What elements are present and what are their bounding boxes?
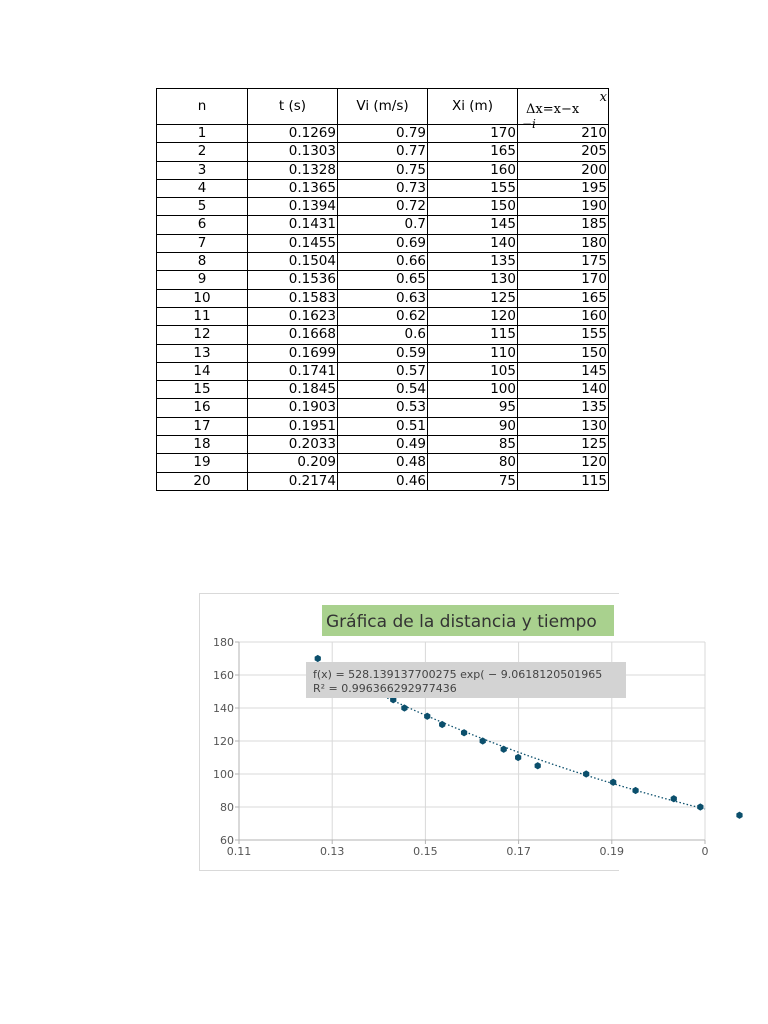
cell-vi: 0.75 — [338, 161, 428, 179]
data-point — [480, 737, 486, 744]
cell-t: 0.1269 — [248, 125, 338, 143]
cell-xi: 120 — [428, 307, 518, 325]
chart-annotation-group — [306, 662, 626, 698]
cell-n: 8 — [157, 253, 248, 271]
cell-vi: 0.72 — [338, 198, 428, 216]
cell-n: 7 — [157, 234, 248, 252]
x-tick-label: 0.15 — [413, 845, 438, 858]
cell-xi: 85 — [428, 436, 518, 454]
y-tick-label: 120 — [213, 735, 234, 748]
cell-t: 0.1328 — [248, 161, 338, 179]
data-point — [697, 803, 703, 810]
data-point — [439, 721, 445, 728]
header-vi: Vi (m/s) — [338, 89, 428, 125]
cell-vi: 0.57 — [338, 362, 428, 380]
x-tick-label: 0 — [701, 845, 709, 858]
table-row — [157, 436, 609, 454]
cell-xi: 95 — [428, 399, 518, 417]
cell-xi: 160 — [428, 161, 518, 179]
cell-delta-x: 170 — [518, 271, 609, 289]
table-row — [157, 253, 609, 271]
cell-n: 17 — [157, 417, 248, 435]
cell-vi: 0.66 — [338, 253, 428, 271]
y-tick-label: 80 — [220, 801, 234, 814]
cell-t: 0.2033 — [248, 436, 338, 454]
cell-vi: 0.54 — [338, 381, 428, 399]
data-point — [535, 762, 541, 769]
cell-t: 0.1951 — [248, 417, 338, 435]
cell-n: 14 — [157, 362, 248, 380]
table-row — [157, 198, 609, 216]
distance-time-chart — [200, 594, 709, 870]
data-point — [515, 754, 521, 761]
cell-vi: 0.48 — [338, 454, 428, 472]
header-delta-subscript: −i — [522, 117, 536, 131]
cell-delta-x: 200 — [518, 161, 609, 179]
data-point — [501, 746, 507, 753]
cell-t: 0.1504 — [248, 253, 338, 271]
y-tick-label: 100 — [213, 768, 234, 781]
cell-xi: 80 — [428, 454, 518, 472]
data-point — [315, 655, 321, 662]
cell-t: 0.1623 — [248, 307, 338, 325]
trendline-equation: f(x) = 528.139137700275 exp( − 9.0618120501965 — [313, 668, 603, 681]
cell-n: 16 — [157, 399, 248, 417]
table-row — [157, 344, 609, 362]
table-body — [157, 125, 609, 491]
cell-vi: 0.53 — [338, 399, 428, 417]
table-row — [157, 417, 609, 435]
cell-xi: 145 — [428, 216, 518, 234]
cell-xi: 110 — [428, 344, 518, 362]
cell-xi: 130 — [428, 271, 518, 289]
header-delta-superscript: x — [599, 90, 607, 105]
cell-xi: 135 — [428, 253, 518, 271]
cell-xi: 105 — [428, 362, 518, 380]
cell-t: 0.1583 — [248, 289, 338, 307]
cell-xi: 90 — [428, 417, 518, 435]
header-delta-x — [518, 89, 609, 131]
cell-delta-x: 210 — [518, 125, 609, 143]
cell-delta-x: 140 — [518, 381, 609, 399]
cell-t: 0.1536 — [248, 271, 338, 289]
data-point — [401, 704, 407, 711]
cell-xi: 125 — [428, 289, 518, 307]
cell-n: 3 — [157, 161, 248, 179]
cell-vi: 0.59 — [338, 344, 428, 362]
table-row — [157, 125, 609, 143]
cell-xi: 115 — [428, 326, 518, 344]
table-row — [157, 234, 609, 252]
x-tick-label: 0.19 — [599, 845, 625, 858]
cell-n: 2 — [157, 143, 248, 161]
cell-xi: 140 — [428, 234, 518, 252]
table-row — [157, 472, 609, 490]
cell-n: 18 — [157, 436, 248, 454]
cell-n: 6 — [157, 216, 248, 234]
cell-vi: 0.6 — [338, 326, 428, 344]
table-row — [157, 381, 609, 399]
cell-t: 0.1303 — [248, 143, 338, 161]
cell-vi: 0.7 — [338, 216, 428, 234]
cell-delta-x: 195 — [518, 179, 609, 197]
cell-delta-x: 145 — [518, 362, 609, 380]
cell-vi: 0.77 — [338, 143, 428, 161]
table-row — [157, 161, 609, 179]
cell-t: 0.1845 — [248, 381, 338, 399]
x-tick-label: 0.11 — [226, 845, 252, 858]
y-tick-label: 60 — [220, 834, 234, 847]
cell-t: 0.1455 — [248, 234, 338, 252]
cell-delta-x: 150 — [518, 344, 609, 362]
data-point — [736, 812, 742, 819]
header-delta-formula: Δx=x−x — [526, 102, 580, 117]
cell-delta-x: 180 — [518, 234, 609, 252]
cell-n: 15 — [157, 381, 248, 399]
x-tick-label: 0.13 — [319, 845, 345, 858]
chart-title-group — [322, 605, 614, 636]
cell-vi: 0.49 — [338, 436, 428, 454]
cell-xi: 170 — [428, 125, 518, 143]
data-point — [583, 770, 589, 777]
cell-delta-x: 165 — [518, 289, 609, 307]
cell-delta-x: 175 — [518, 253, 609, 271]
cell-vi: 0.63 — [338, 289, 428, 307]
cell-t: 0.1903 — [248, 399, 338, 417]
cell-n: 11 — [157, 307, 248, 325]
table-row — [157, 271, 609, 289]
cell-delta-x: 130 — [518, 417, 609, 435]
cell-t: 0.1431 — [248, 216, 338, 234]
cell-xi: 165 — [428, 143, 518, 161]
cell-vi: 0.79 — [338, 125, 428, 143]
cell-xi: 75 — [428, 472, 518, 490]
cell-vi: 0.51 — [338, 417, 428, 435]
header-n: n — [157, 89, 248, 125]
cell-t: 0.209 — [248, 454, 338, 472]
cell-delta-x: 125 — [518, 436, 609, 454]
cell-delta-x: 185 — [518, 216, 609, 234]
table-row — [157, 454, 609, 472]
data-point — [632, 787, 638, 794]
cell-xi: 150 — [428, 198, 518, 216]
cell-n: 20 — [157, 472, 248, 490]
cell-t: 0.1741 — [248, 362, 338, 380]
cell-t: 0.1668 — [248, 326, 338, 344]
cell-xi: 100 — [428, 381, 518, 399]
cell-vi: 0.73 — [338, 179, 428, 197]
cell-n: 10 — [157, 289, 248, 307]
table-row — [157, 289, 609, 307]
y-tick-label: 180 — [213, 636, 234, 649]
cell-vi: 0.62 — [338, 307, 428, 325]
cell-t: 0.1365 — [248, 179, 338, 197]
cell-n: 19 — [157, 454, 248, 472]
cell-delta-x: 155 — [518, 326, 609, 344]
cell-n: 13 — [157, 344, 248, 362]
y-tick-label: 160 — [213, 669, 234, 682]
cell-delta-x: 205 — [518, 143, 609, 161]
cell-n: 4 — [157, 179, 248, 197]
cell-n: 1 — [157, 125, 248, 143]
trendline-r-squared: R² = 0.996366292977436 — [313, 682, 457, 695]
header-xi: Xi (m) — [428, 89, 518, 125]
cell-delta-x: 190 — [518, 198, 609, 216]
table-row — [157, 399, 609, 417]
chart-title: Gráfica de la distancia y tiempo — [326, 612, 597, 632]
table-row — [157, 179, 609, 197]
cell-vi: 0.46 — [338, 472, 428, 490]
cell-t: 0.1699 — [248, 344, 338, 362]
header-t: t (s) — [248, 89, 338, 125]
cell-delta-x: 160 — [518, 307, 609, 325]
cell-t: 0.2174 — [248, 472, 338, 490]
table-row — [157, 307, 609, 325]
cell-vi: 0.65 — [338, 271, 428, 289]
cell-delta-x: 120 — [518, 454, 609, 472]
table-row — [157, 216, 609, 234]
y-tick-label: 140 — [213, 702, 234, 715]
cell-delta-x: 115 — [518, 472, 609, 490]
cell-delta-x: 135 — [518, 399, 609, 417]
table-header-row — [157, 89, 609, 125]
chart-frame — [199, 593, 709, 871]
x-tick-label: 0.17 — [506, 845, 531, 858]
table-row — [157, 362, 609, 380]
cell-n: 9 — [157, 271, 248, 289]
cell-n: 5 — [157, 198, 248, 216]
cell-t: 0.1394 — [248, 198, 338, 216]
cell-xi: 155 — [428, 179, 518, 197]
data-table — [156, 88, 609, 491]
table-row — [157, 143, 609, 161]
table-row — [157, 326, 609, 344]
cell-n: 12 — [157, 326, 248, 344]
cell-vi: 0.69 — [338, 234, 428, 252]
